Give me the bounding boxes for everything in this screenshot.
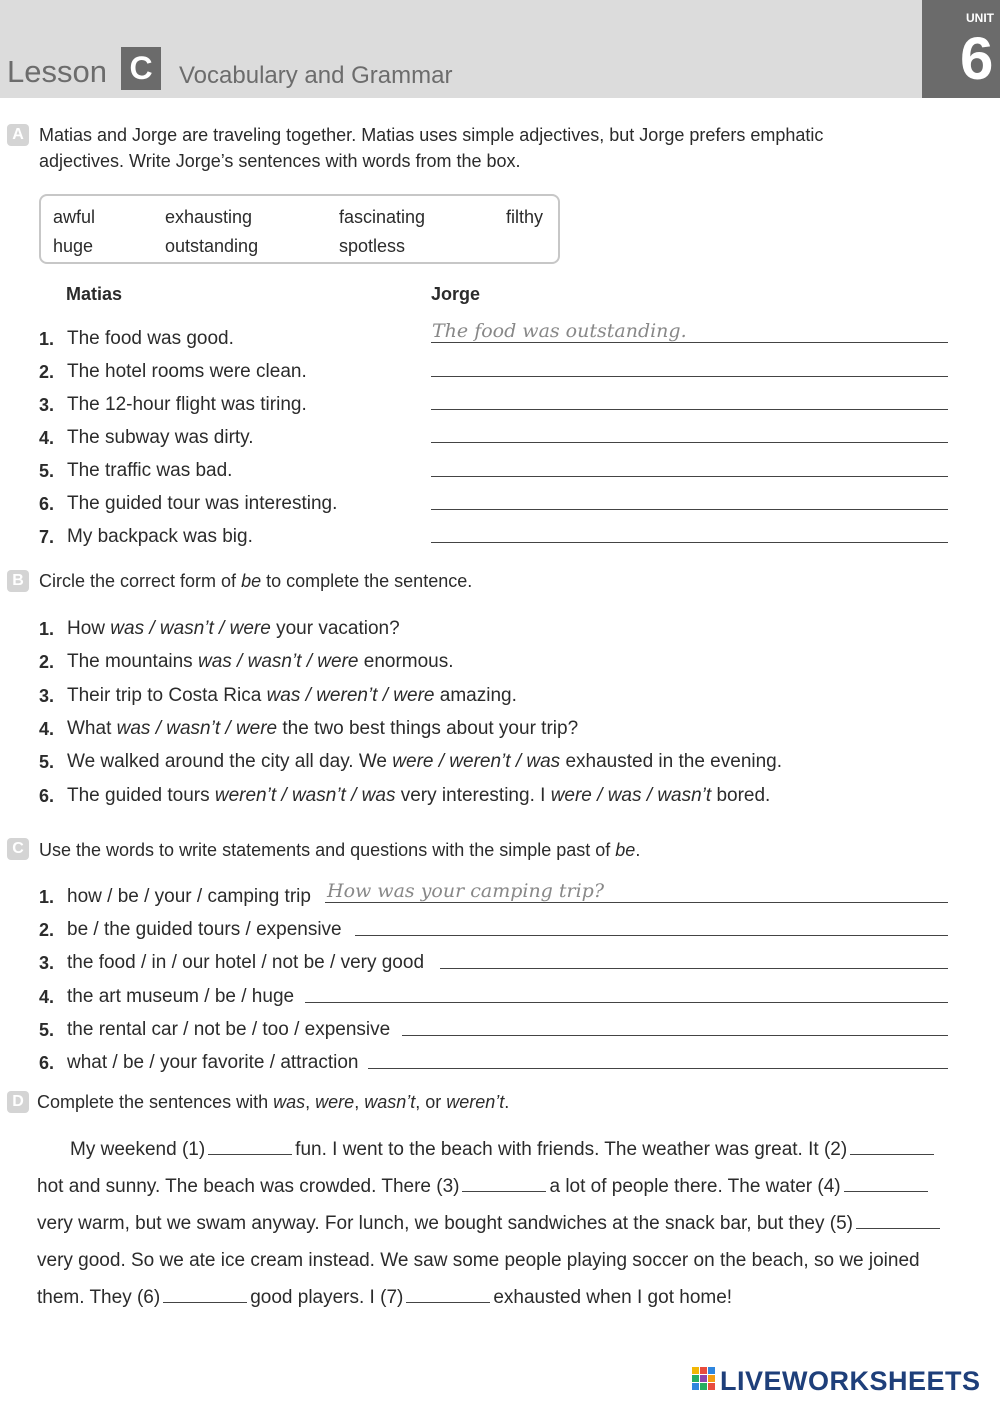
- item-number: 4.: [39, 987, 55, 1007]
- choice-sentence: We walked around the city all day. We were / weren’t / was exhausted in the evening.: [67, 751, 783, 772]
- word-box-item: filthy: [506, 207, 544, 227]
- prompt-words: be / the guided tours / expensive: [67, 919, 342, 940]
- unit-number: 6: [960, 25, 994, 92]
- matias-sentence: The food was good.: [67, 328, 234, 349]
- item-number: 3.: [39, 395, 55, 415]
- word-box-item: huge: [53, 236, 94, 256]
- item-number: 5.: [39, 1020, 55, 1040]
- choice-options[interactable]: was / weren’t / were: [266, 685, 435, 706]
- answer-line[interactable]: [440, 968, 948, 969]
- word-box-item: awful: [53, 207, 96, 227]
- answer-line[interactable]: [402, 1035, 948, 1036]
- section-d-instruction: Complete the sentences with was, were, wasn’t, or weren’t.: [37, 1092, 510, 1112]
- item-number: 3.: [39, 953, 55, 973]
- choice-sentence: Their trip to Costa Rica was / weren’t / were amazing.: [67, 685, 517, 706]
- item-number: 3.: [39, 686, 55, 706]
- word-box: [39, 194, 560, 264]
- section-b-badge: B: [7, 570, 29, 592]
- answer-text: How was your camping trip?: [327, 880, 605, 902]
- answer-line[interactable]: [431, 476, 948, 477]
- item-number: 1.: [39, 329, 55, 349]
- answer-line[interactable]: [431, 376, 948, 377]
- blank-6[interactable]: [163, 1302, 247, 1303]
- lesson-title: Vocabulary and Grammar: [179, 62, 453, 89]
- section-a-badge: A: [7, 124, 29, 146]
- choice-sentence: How was / wasn’t / were your vacation?: [67, 618, 400, 639]
- item-number: 1.: [39, 619, 55, 639]
- matias-sentence: My backpack was big.: [67, 526, 253, 547]
- blank-2[interactable]: [850, 1154, 934, 1155]
- choice-sentence: The guided tours weren’t / wasn’t / was very interesting. I were / was / wasn’t bored.: [67, 785, 771, 806]
- word-box-item: spotless: [339, 236, 406, 256]
- item-number: 5.: [39, 461, 55, 481]
- prompt-words: the food / in / our hotel / not be / very good: [67, 952, 425, 973]
- section-c-badge: C: [7, 838, 29, 860]
- item-number: 2.: [39, 920, 55, 940]
- item-number: 4.: [39, 719, 55, 739]
- liveworksheets-logo-icon: [692, 1367, 716, 1391]
- matias-sentence: The guided tour was interesting.: [67, 493, 338, 514]
- choice-options[interactable]: was / wasn’t / were: [197, 651, 359, 672]
- column-header-jorge: Jorge: [431, 284, 481, 304]
- choice-options[interactable]: were / weren’t / was: [392, 751, 561, 772]
- choice-options[interactable]: was / wasn’t / were: [110, 618, 271, 639]
- section-a-instruction-line2: adjectives. Write Jorge’s sentences with words from the box.: [39, 151, 521, 171]
- blank-5[interactable]: [856, 1228, 940, 1229]
- lesson-letter-badge: C: [121, 47, 161, 90]
- unit-tab: [922, 0, 1000, 98]
- matias-sentence: The traffic was bad.: [67, 460, 233, 481]
- answer-line[interactable]: [368, 1068, 948, 1069]
- choice-sentence: The mountains was / wasn’t / were enormous.: [67, 651, 454, 672]
- unit-label: UNIT: [966, 11, 994, 25]
- section-b-instruction: Circle the correct form of be to complete the sentence.: [39, 571, 473, 591]
- answer-line[interactable]: [305, 1002, 948, 1003]
- word-box-item: exhausting: [165, 207, 253, 227]
- section-d-badge: D: [7, 1091, 29, 1113]
- matias-sentence: The hotel rooms were clean.: [67, 361, 307, 382]
- prompt-words: the art museum / be / huge: [67, 986, 295, 1007]
- item-number: 2.: [39, 362, 55, 382]
- choice-options[interactable]: weren’t / wasn’t / was: [214, 785, 396, 806]
- blank-4[interactable]: [844, 1191, 928, 1192]
- item-number: 6.: [39, 786, 55, 806]
- item-number: 5.: [39, 752, 55, 772]
- item-number: 2.: [39, 652, 55, 672]
- answer-line[interactable]: [431, 409, 948, 410]
- prompt-words: how / be / your / camping trip: [67, 886, 311, 907]
- choice-options[interactable]: were / was / wasn’t: [550, 785, 712, 806]
- item-number: 7.: [39, 527, 55, 547]
- lesson-word: Lesson: [7, 54, 107, 89]
- word-box-item: outstanding: [165, 236, 259, 256]
- answer-line[interactable]: [431, 509, 948, 510]
- liveworksheets-logo-text: LIVEWORKSHEETS: [720, 1366, 981, 1396]
- choice-options[interactable]: was / wasn’t / were: [116, 718, 278, 739]
- blank-3[interactable]: [462, 1191, 546, 1192]
- choice-sentence: What was / wasn’t / were the two best things about your trip?: [67, 718, 579, 739]
- section-a-instruction: [39, 122, 823, 174]
- section-c-instruction: Use the words to write statements and questions with the simple past of be.: [39, 840, 641, 860]
- item-number: 1.: [39, 887, 55, 907]
- item-number: 6.: [39, 1053, 55, 1073]
- answer-line[interactable]: [355, 935, 948, 936]
- answer-line[interactable]: [431, 342, 948, 343]
- section-a-instruction-line1: Matias and Jorge are traveling together. Matias uses simple adjectives, but Jorge prefers emphatic: [39, 125, 824, 145]
- cloze-paragraph: My weekend (1) fun. I went to the beach with friends. The weather was great. It (2) hot and sunny. The beach was crowded. There (3) a lot of people there. The water (4) very warm, but we swam anyway. For lunch, we bought sandwiches at the snack bar, but they (5) very good. So we ate ice cream instead. We saw some people playing soccer on the beach, so we joined them. They (6) good players. I (7) exhausted when I got home!: [37, 1131, 957, 1316]
- matias-sentence: The 12-hour flight was tiring.: [67, 394, 307, 415]
- answer-text: The food was outstanding.: [432, 320, 687, 342]
- item-number: 6.: [39, 494, 55, 514]
- prompt-words: what / be / your favorite / attraction: [67, 1052, 359, 1073]
- answer-line[interactable]: [325, 902, 948, 903]
- matias-sentence: The subway was dirty.: [67, 427, 254, 448]
- word-box-item: fascinating: [339, 207, 426, 227]
- column-header-matias: Matias: [66, 284, 123, 304]
- answer-line[interactable]: [431, 542, 948, 543]
- answer-line[interactable]: [431, 442, 948, 443]
- blank-1[interactable]: [208, 1154, 292, 1155]
- prompt-words: the rental car / not be / too / expensive: [67, 1019, 391, 1040]
- blank-7[interactable]: [406, 1302, 490, 1303]
- item-number: 4.: [39, 428, 55, 448]
